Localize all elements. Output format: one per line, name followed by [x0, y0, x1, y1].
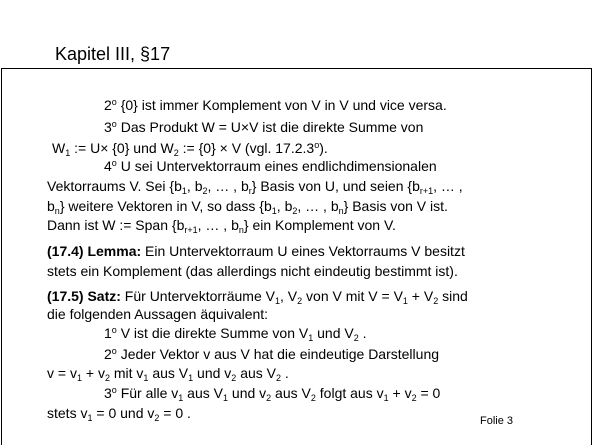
lemma-17-4-cont: stets ein Komplement (das allerdings nicht eindeutig bestimmt ist).: [47, 263, 458, 279]
page-title: Kapitel III, §17: [55, 44, 171, 64]
lemma-17-4: (17.4) Lemma: Ein Untervektorraum U eines Vektorraums V besitzt: [47, 243, 465, 259]
item-4-complement: Dann ist W := Span {$b_{r+1}$, … , $b_n$} ein Komplement von V.: [47, 217, 396, 235]
satz-17-5-cont: die folgenden Aussagen äquivalent:: [47, 306, 269, 322]
item-3-definition: $W_1$ := U× {0} und $W_2$ := {0} × V (vgl. 17.2.3$^o$).: [52, 140, 328, 158]
satz-item-2: 2$^o$ Jeder Vektor v aus V hat die eindeutige Darstellung: [104, 346, 440, 362]
item-2-complement: 2$^o$ {0} ist immer Komplement von V in V und vice versa.: [104, 97, 447, 113]
satz-item-1: 1$^o$ V ist die direkte Summe von $V_1$ und $V_2$ .: [104, 325, 367, 343]
satz-17-5: (17.5) Satz: Für Untervektorräume $V_1$, $V_2$ von V mit $V = V_1 + V_2$ sind: [47, 288, 468, 306]
item-4-basis-u: Vektorraums V. Sei {$b_1$, $b_2$, … , $b_r$} Basis von U, und seien {$b_{r+1}$, … ,: [47, 178, 463, 196]
satz-item-3: 3$^o$ Für alle $v_1$ aus $V_1$ und $v_2$ aus $V_2$ folgt aus $v_1 + v_2 = 0$: [104, 385, 441, 403]
item-4-intro: 4$^o$ U sei Untervektorraum eines endlichdimensionalen: [104, 158, 437, 174]
lemma-heading: (17.4) Lemma:: [47, 243, 142, 259]
item-3-product: 3$^o$ Das Produkt W = U×V ist die direkte Summe von: [104, 119, 424, 135]
satz-heading: (17.5) Satz:: [47, 288, 121, 304]
satz-item-2-formula: $v = v_1 + v_2$ mit $v_1$ aus $V_1$ und $v_2$ aus $V_2$ .: [47, 365, 289, 383]
item-4-basis-v: $b_n$} weitere Vektoren in V, so dass {$b_1$, $b_2$, … , $b_n$} Basis von V ist.: [47, 198, 448, 216]
satz-item-3-cont: stets $v_1 = 0$ und $v_2 = 0$ .: [47, 405, 191, 423]
slide-number: Folie 3: [480, 415, 514, 427]
